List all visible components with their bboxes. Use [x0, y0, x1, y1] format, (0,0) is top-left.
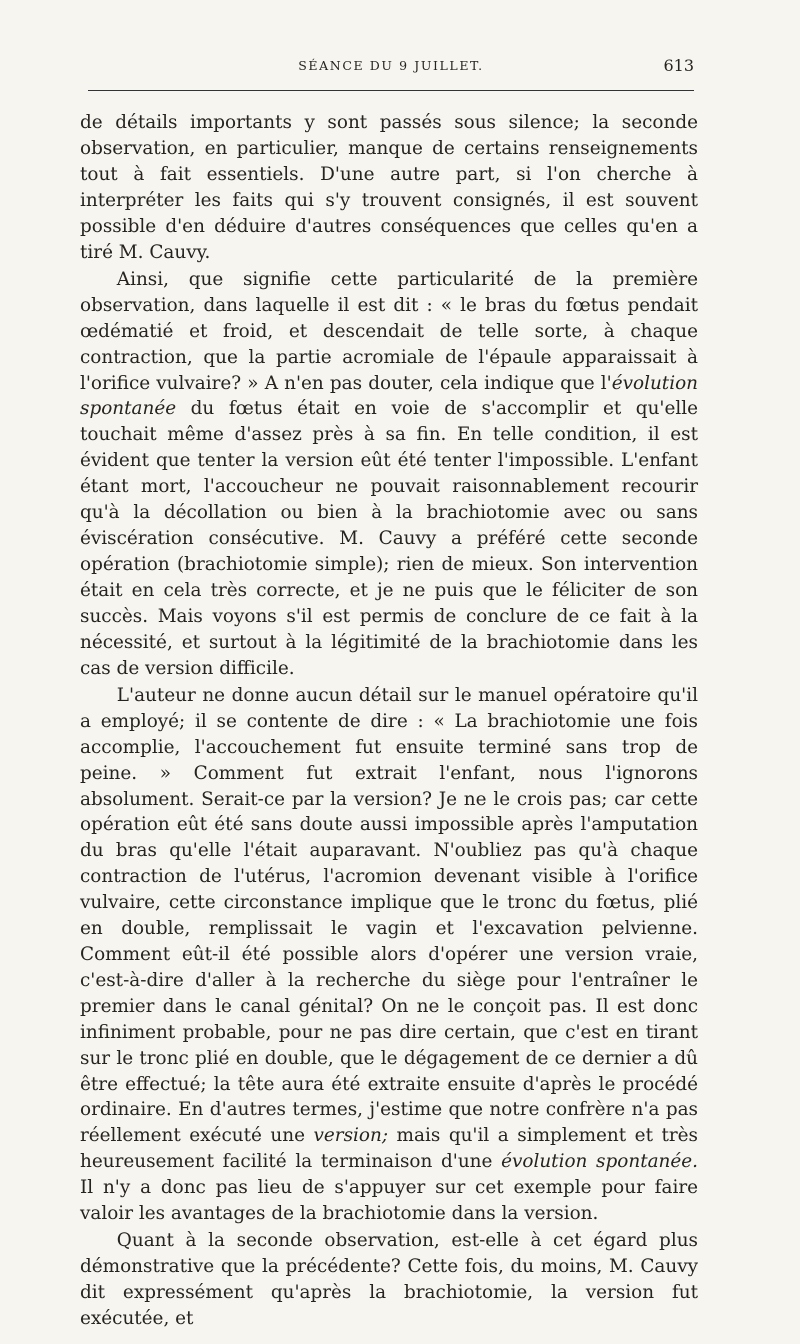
- paragraph-2: [80, 267, 698, 682]
- page-number: 613: [663, 56, 694, 75]
- paragraph-3-text-c: Il n'y a donc pas lieu de s'appuyer sur cet exemple pour faire valoir les avantages de la brachiotomie dans la version.: [80, 1177, 698, 1225]
- paragraph-1: de détails importants y sont passés sous silence; la seconde observation, en particulier, manque de certains renseignements tout à fait essentiels. D'une autre part, si l'on cherche à interpréter les faits qui s'y trouvent consignés, il est souvent possible d'en déduire d'autres conséquences que celles qu'en a tiré M. Cauvy.: [80, 112, 698, 263]
- header-rule: [88, 90, 694, 91]
- paragraph-2-text-a: Ainsi, que signifie cette particularité de la première observation, dans laquelle il est dit : « le bras du fœtus pendait œdématié et froid, et descendait de telle sorte, à chaque contraction, que la partie acromiale de l'épaule apparaissait à l'orifice vulvaire? » A n'en pas douter, cela indique que l': [80, 268, 698, 394]
- paragraph-3-italic-2: évolution spontanée.: [501, 1151, 699, 1173]
- page-header: [88, 54, 694, 94]
- paragraph-2-italic: évolution spontanée: [80, 372, 698, 420]
- body-text: [80, 110, 698, 1332]
- paragraph-3: [80, 683, 698, 1227]
- paragraph-3-text-a: L'auteur ne donne aucun détail sur le manuel opératoire qu'il a employé; il se contente de dire : « La brachiotomie une fois accomplie, l'accouchement fut ensuite terminé sans trop de peine. » Comment fut extrait l'enfant, nous l'ignorons absolument. Serait-ce par la version? Je ne le crois pas; car cette opération eût été sans doute aussi impossible après l'amputation du bras qu'elle l'était auparavant. N'oubliez pas qu'à chaque contraction de l'utérus, l'acromion devenant visible à l'orifice vulvaire, cette circonstance implique que le tronc du fœtus, plié en double, remplissait le vagin et l'excavation pelvienne. Comment eût-il été possible alors d'opérer une version vraie, c'est-à-dire d'aller à la recherche du siège pour l'entraîner le premier dans le canal génital? On ne le conçoit pas. Il est donc infiniment probable, pour ne pas dire certain, que c'est en tirant sur le tronc plié en double, que le dégagement de ce dernier a dû être effectué; la tête aura été extraite ensuite d'après le procédé ordinaire. En d'autres termes, j'estime que notre confrère n'a pas réellement exécuté une: [80, 684, 698, 1147]
- paragraph-2-text-b: du fœtus était en voie de s'accomplir et qu'elle touchait même d'assez près à sa fin. En telle condition, il est évident que tenter la version eût été tenter l'impossible. L'enfant étant mort, l'accoucheur ne pouvait raisonnablement recourir qu'à la décollation ou bien à la brachiotomie avec ou sans éviscération consécutive. M. Cauvy a préféré cette seconde opération (brachiotomie simple); rien de mieux. Son intervention était en cela très correcte, et je ne puis que le féliciter de son succès. Mais voyons s'il est permis de conclure de ce fait à la nécessité, et surtout à la légitimité de la brachiotomie dans les cas de version difficile.: [80, 398, 698, 679]
- paragraph-3-text-b: mais qu'il a simplement et très heureusement facilité la terminaison d'une: [80, 1125, 699, 1173]
- paragraph-4: Quant à la seconde observation, est-elle à cet égard plus démonstrative que la précédente? Cette fois, du moins, M. Cauvy dit expressément qu'après la brachiotomie, la version fut exécutée, et: [80, 1230, 698, 1330]
- paragraph-3-italic-1: version;: [313, 1125, 389, 1147]
- running-head: SÉANCE DU 9 JUILLET.: [298, 58, 484, 73]
